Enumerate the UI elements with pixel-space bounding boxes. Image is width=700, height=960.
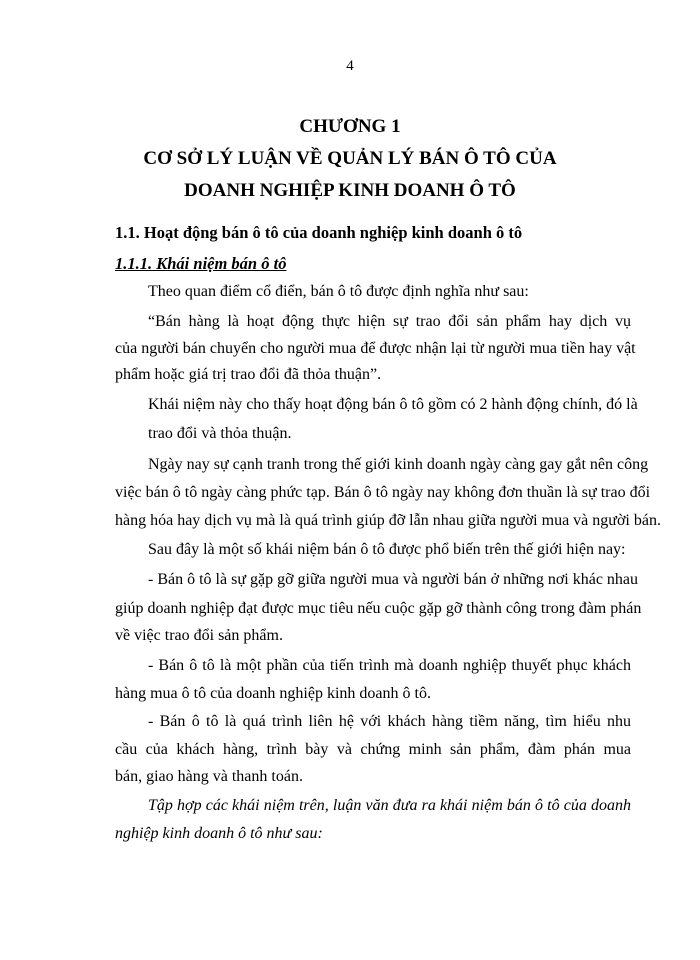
body-line: nghiệp kinh doanh ô tô như sau:: [115, 825, 323, 842]
body-line: trao đổi và thỏa thuận.: [148, 425, 292, 442]
body-line: hàng hóa hay dịch vụ mà là quá trình giúp đỡ lẫn nhau giữa người mua và người bán.: [115, 512, 661, 529]
body-line: của người bán chuyển cho người mua để được nhận lại từ người mua tiền hay vật: [115, 340, 636, 357]
body-line: Sau đây là một số khái niệm bán ô tô được phổ biến trên thế giới hiện nay:: [148, 541, 626, 558]
body-line: “Bán hàng là hoạt động thực hiện sự trao đổi sản phẩm hay dịch vụ: [148, 313, 631, 330]
body-line: giúp doanh nghiệp đạt được mục tiêu nếu cuộc gặp gỡ thành công trong đàm phán: [115, 600, 642, 617]
chapter-label: CHƯƠNG 1: [299, 116, 401, 137]
chapter-title-line-2: DOANH NGHIỆP KINH DOANH Ô TÔ: [184, 180, 516, 201]
body-line: Khái niệm này cho thấy hoạt động bán ô tô gồm có 2 hành động chính, đó là: [148, 396, 638, 413]
body-line: Tập hợp các khái niệm trên, luận văn đưa ra khái niệm bán ô tô của doanh: [148, 797, 631, 814]
body-line: phẩm hoặc giá trị trao đổi đã thỏa thuận”.: [115, 366, 382, 383]
body-line: bán, giao hàng và thanh toán.: [115, 768, 303, 785]
body-line: việc bán ô tô ngày càng phức tạp. Bán ô tô ngày nay không đơn thuần là sự trao đổi: [115, 484, 651, 501]
body-line: Theo quan điểm cổ điển, bán ô tô được định nghĩa như sau:: [148, 283, 529, 300]
body-line: - Bán ô tô là sự gặp gỡ giữa người mua và người bán ở những nơi khác nhau: [148, 571, 639, 588]
body-line: - Bán ô tô là quá trình liên hệ với khách hàng tiềm năng, tìm hiểu nhu: [148, 713, 631, 730]
body-line: cầu của khách hàng, trình bày và chứng minh sản phẩm, đàm phán mua: [115, 741, 631, 758]
body-line: hàng mua ô tô của doanh nghiệp kinh doanh ô tô.: [115, 685, 431, 702]
section-heading: 1.1. Hoạt động bán ô tô của doanh nghiệp kinh doanh ô tô: [115, 223, 523, 242]
chapter-title-line-1: CƠ SỞ LÝ LUẬN VỀ QUẢN LÝ BÁN Ô TÔ CỦA: [143, 148, 557, 169]
body-line: về việc trao đổi sản phẩm.: [115, 627, 283, 644]
body-line: Ngày nay sự cạnh tranh trong thế giới kinh doanh ngày càng gay gắt nên công: [148, 456, 649, 473]
body-line: - Bán ô tô là một phần của tiến trình mà doanh nghiệp thuyết phục khách: [148, 657, 631, 674]
subsection-heading: 1.1.1. Khái niệm bán ô tô: [115, 254, 287, 273]
page-number: 4: [346, 58, 354, 74]
